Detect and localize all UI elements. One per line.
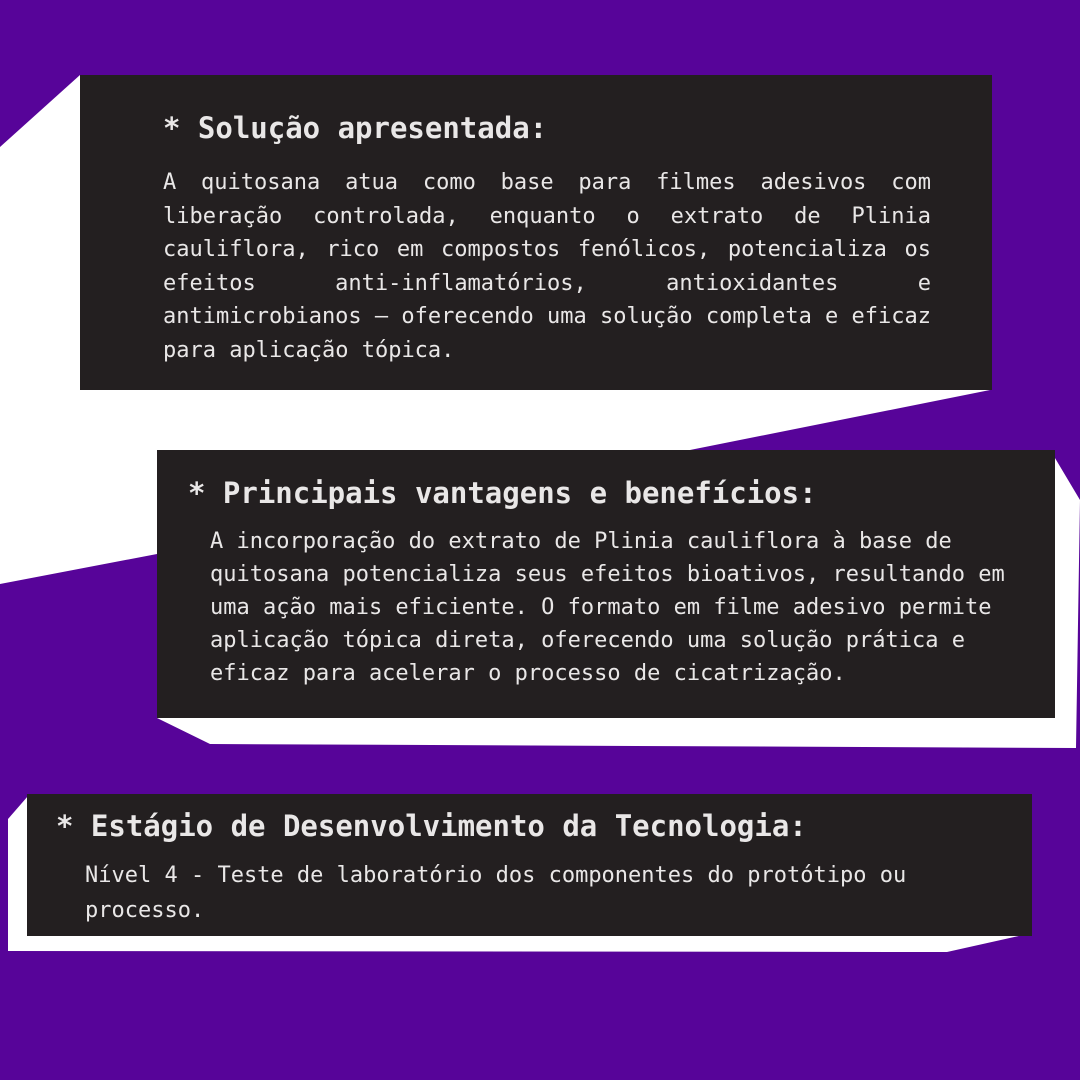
body-line: uma ação mais eficiente. O formato em filme adesivo permite [210, 595, 992, 620]
body-line: eficaz para acelerar o processo de cicatrização. [210, 661, 846, 686]
body-line: Nível 4 - Teste de laboratório dos componentes do protótipo ou [85, 863, 907, 888]
body-line: aplicação tópica direta, oferecendo uma solução prática e [210, 628, 965, 653]
body-line: para aplicação tópica. [163, 337, 455, 363]
body-line: efeitos anti-inflamatórios, antioxidantes e [163, 270, 931, 296]
body-line: processo. [85, 898, 205, 923]
stage-card-title: * Estágio de Desenvolvimento da Tecnologia: [56, 809, 807, 843]
body-line: quitosana potencializa seus efeitos bioativos, resultando em [210, 562, 1005, 587]
stage-card [27, 794, 1032, 936]
body-line: antimicrobianos — oferecendo uma solução completa e eficaz [163, 304, 931, 329]
body-line: A incorporação do extrato de Plinia cauliflora à base de [210, 529, 952, 554]
body-line: liberação controlada, enquanto o extrato de Plinia [163, 203, 931, 229]
advantages-card [157, 450, 1055, 718]
stage-card-body [85, 858, 1002, 928]
solution-card-body [163, 166, 931, 367]
body-line: cauliflora, rico em compostos fenólicos, potencializa os [163, 237, 931, 262]
solution-card-title: * Solução apresentada: [163, 111, 548, 145]
solution-card [80, 75, 992, 390]
advantages-card-title: * Principais vantagens e benefícios: [188, 476, 817, 510]
body-line: A quitosana atua como base para filmes adesivos com [163, 170, 931, 195]
advantages-card-body [210, 525, 1025, 690]
